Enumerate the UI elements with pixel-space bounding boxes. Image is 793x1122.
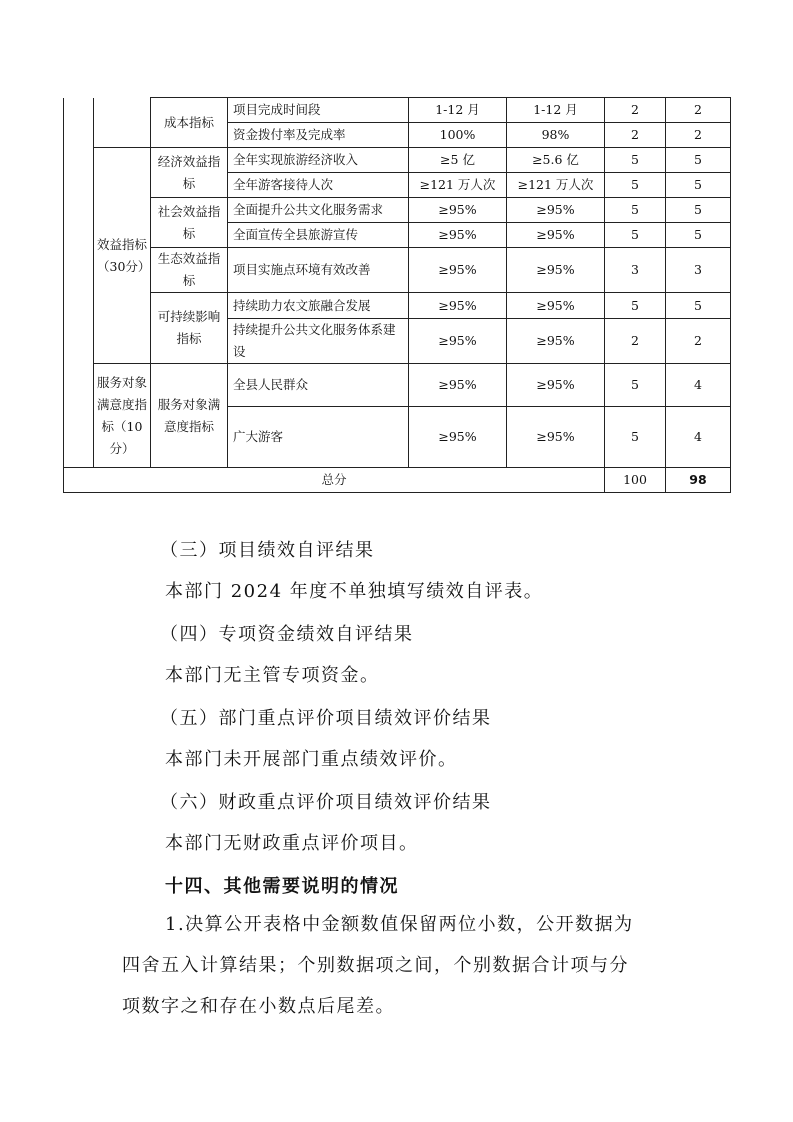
score-cell: 2 xyxy=(666,123,731,148)
weight-cell: 5 xyxy=(605,198,666,223)
actual-cell: 1-12 月 xyxy=(507,98,605,123)
chapter-line: 四舍五入计算结果；个别数据项之间，个别数据合计项与分 xyxy=(122,955,629,976)
item-cell: 全县人民群众 xyxy=(228,364,409,407)
actual-cell: ≥95% xyxy=(507,293,605,319)
total-row xyxy=(64,468,731,493)
chapter-title: 十四、其他需要说明的情况 xyxy=(165,876,399,897)
item-cell: 全面提升公共文化服务需求 xyxy=(228,198,409,223)
weight-cell: 5 xyxy=(605,148,666,173)
target-cell: ≥121 万人次 xyxy=(409,173,507,198)
score-cell: 2 xyxy=(666,98,731,123)
table-row xyxy=(64,198,731,223)
subcategory-cell: 经济效益指标 xyxy=(151,148,228,198)
subcategory-cell: 成本指标 xyxy=(151,98,228,148)
score-cell: 3 xyxy=(666,248,731,293)
item-cell: 全年游客接待人次 xyxy=(228,173,409,198)
weight-cell: 3 xyxy=(605,248,666,293)
weight-cell: 5 xyxy=(605,364,666,407)
category-cell: 效益指标（30分） xyxy=(94,148,151,364)
item-cell: 广大游客 xyxy=(228,407,409,468)
table-row xyxy=(64,364,731,407)
score-cell: 5 xyxy=(666,198,731,223)
target-cell: ≥95% xyxy=(409,248,507,293)
total-label: 总分 xyxy=(64,468,605,493)
actual-cell: ≥5.6 亿 xyxy=(507,148,605,173)
subcategory-cell: 社会效益指标 xyxy=(151,198,228,248)
section-text: 本部门无财政重点评价项目。 xyxy=(165,833,419,854)
actual-cell: ≥95% xyxy=(507,198,605,223)
target-cell: 100% xyxy=(409,123,507,148)
weight-cell: 5 xyxy=(605,407,666,468)
subcategory-cell: 生态效益指标 xyxy=(151,248,228,293)
score-cell: 5 xyxy=(666,173,731,198)
target-cell: ≥95% xyxy=(409,364,507,407)
target-cell: ≥5 亿 xyxy=(409,148,507,173)
actual-cell: ≥121 万人次 xyxy=(507,173,605,198)
item-cell: 项目完成时间段 xyxy=(228,98,409,123)
subcategory-cell: 服务对象满意度指标 xyxy=(151,364,228,468)
actual-cell: ≥95% xyxy=(507,407,605,468)
actual-cell: ≥95% xyxy=(507,248,605,293)
section-text: 本部门未开展部门重点绩效评价。 xyxy=(165,749,458,770)
target-cell: ≥95% xyxy=(409,198,507,223)
score-cell: 5 xyxy=(666,223,731,248)
weight-cell: 5 xyxy=(605,173,666,198)
actual-cell: ≥95% xyxy=(507,223,605,248)
actual-cell: ≥95% xyxy=(507,364,605,407)
chapter-line: 项数字之和存在小数点后尾差。 xyxy=(122,996,395,1017)
item-cell: 项目实施点环境有效改善 xyxy=(228,248,409,293)
actual-cell: ≥95% xyxy=(507,319,605,364)
chapter-line: 1.决算公开表格中金额数值保留两位小数，公开数据为 xyxy=(165,914,634,935)
subcategory-cell: 可持续影响指标 xyxy=(151,293,228,364)
performance-table xyxy=(63,97,731,493)
score-cell: 4 xyxy=(666,364,731,407)
total-weight: 100 xyxy=(605,468,666,493)
score-cell: 5 xyxy=(666,148,731,173)
target-cell: ≥95% xyxy=(409,223,507,248)
target-cell: ≥95% xyxy=(409,407,507,468)
weight-cell: 2 xyxy=(605,98,666,123)
section-text: 本部门无主管专项资金。 xyxy=(165,665,380,686)
weight-cell: 5 xyxy=(605,223,666,248)
section-text: 本部门 2024 年度不单独填写绩效自评表。 xyxy=(165,581,544,602)
table-row xyxy=(64,148,731,173)
section-heading: （三）项目绩效自评结果 xyxy=(160,540,375,561)
weight-cell: 5 xyxy=(605,293,666,319)
item-cell: 全年实现旅游经济收入 xyxy=(228,148,409,173)
section-heading: （五）部门重点评价项目绩效评价结果 xyxy=(160,708,492,729)
table-row xyxy=(64,248,731,293)
item-cell: 持续提升公共文化服务体系建设 xyxy=(228,319,409,364)
item-cell: 持续助力农文旅融合发展 xyxy=(228,293,409,319)
item-cell: 全面宣传全县旅游宣传 xyxy=(228,223,409,248)
item-cell: 资金拨付率及完成率 xyxy=(228,123,409,148)
target-cell: 1-12 月 xyxy=(409,98,507,123)
score-cell: 4 xyxy=(666,407,731,468)
section-heading: （四）专项资金绩效自评结果 xyxy=(160,624,414,645)
category-cell xyxy=(94,98,151,148)
outer-blank-cell xyxy=(64,98,94,468)
table-row xyxy=(64,98,731,123)
category-cell: 服务对象满意度指标（10分） xyxy=(94,364,151,468)
table-row xyxy=(64,293,731,319)
score-cell: 5 xyxy=(666,293,731,319)
weight-cell: 2 xyxy=(605,123,666,148)
weight-cell: 2 xyxy=(605,319,666,364)
target-cell: ≥95% xyxy=(409,293,507,319)
section-heading: （六）财政重点评价项目绩效评价结果 xyxy=(160,792,492,813)
score-cell: 2 xyxy=(666,319,731,364)
target-cell: ≥95% xyxy=(409,319,507,364)
total-score: 98 xyxy=(666,468,731,493)
actual-cell: 98% xyxy=(507,123,605,148)
